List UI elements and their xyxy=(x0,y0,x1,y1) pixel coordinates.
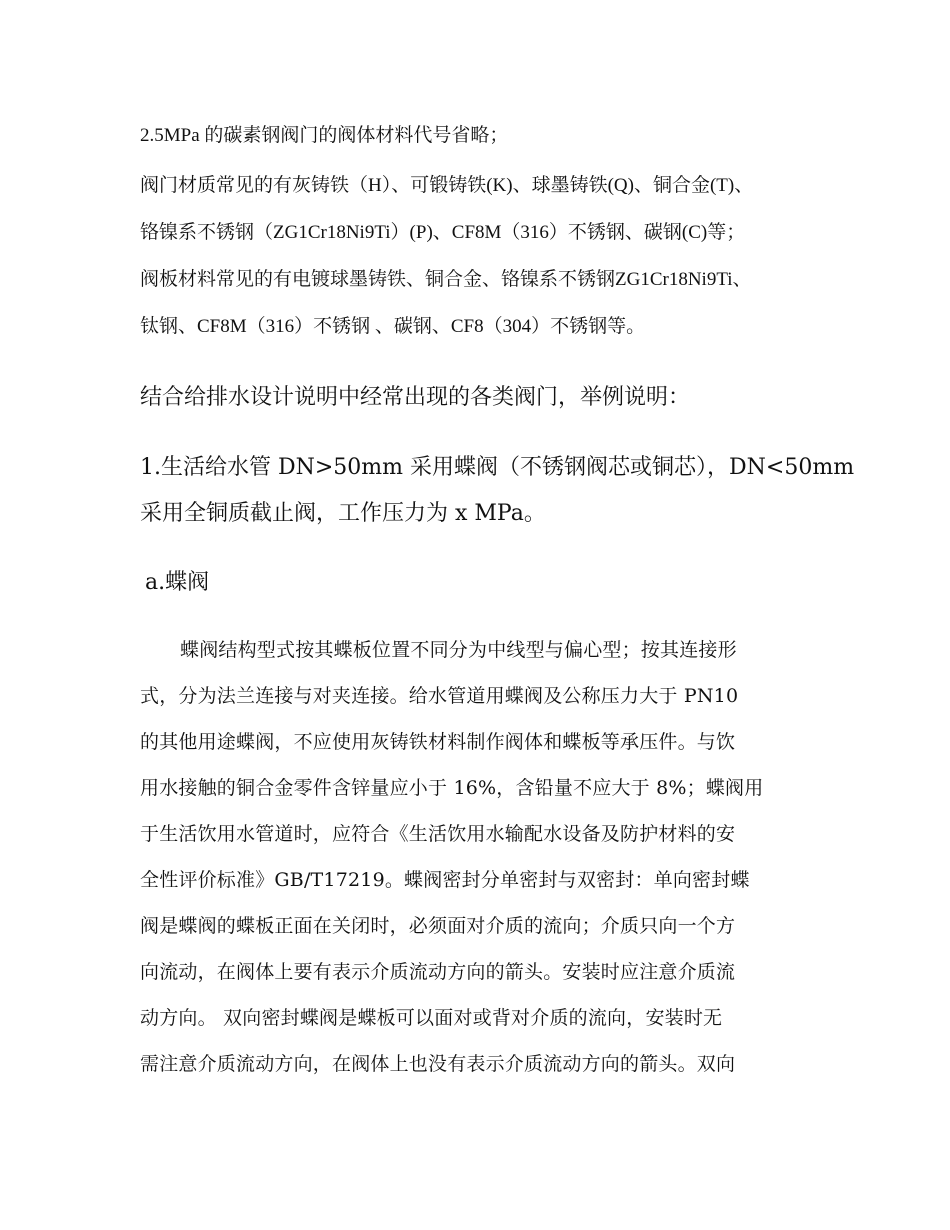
intro-line-4: 阀板材料常见的有电镀球墨铸铁、铜合金、铬镍系不锈钢ZG1Cr18Ni9Ti、 xyxy=(140,269,752,290)
item1-line-1: 1.生活给水管 DN>50mm 采用蝶阀（不锈钢阀芯或铜芯），DN<50mm xyxy=(140,455,855,480)
intro-line-3: 铬镍系不锈钢（ZG1Cr18Ni9Ti）(P)、CF8M（316）不锈钢、碳钢(C)等； xyxy=(140,222,746,243)
item1-line-2: 采用全铜质截止阀，工作压力为 x MPa。 xyxy=(140,501,546,526)
paragraph-line-5: 于生活饮用水管道时，应符合《生活饮用水输配水设备及防护材料的安 xyxy=(140,823,736,845)
paragraph-line-1: 蝶阀结构型式按其蝶板位置不同分为中线型与偏心型；按其连接形 xyxy=(180,639,737,661)
paragraph-line-6: 全性评价标准》GB/T17219。蝶阀密封分单密封与双密封：单向密封蝶 xyxy=(140,869,750,891)
paragraph-line-8: 向流动，在阀体上要有表示介质流动方向的箭头。安装时应注意介质流 xyxy=(140,961,736,983)
paragraph-line-7: 阀是蝶阀的蝶板正面在关闭时，必须面对介质的流向；介质只向一个方 xyxy=(140,915,736,937)
subheading-butterfly-valve: a.蝶阀 xyxy=(145,570,210,595)
paragraph-line-3: 的其他用途蝶阀，不应使用灰铸铁材料制作阀体和蝶板等承压件。与饮 xyxy=(140,731,736,753)
paragraph-line-10: 需注意介质流动方向，在阀体上也没有表示介质流动方向的箭头。双向 xyxy=(140,1053,736,1075)
paragraph-line-9: 动方向。 双向密封蝶阀是蝶板可以面对或背对介质的流向，安装时无 xyxy=(140,1007,723,1029)
paragraph-line-2: 式，分为法兰连接与对夹连接。给水管道用蝶阀及公称压力大于 PN10 xyxy=(140,685,739,707)
intro-line-5: 钛钢、CF8M（316）不锈钢 、碳钢、CF8（304）不锈钢等。 xyxy=(140,316,646,337)
paragraph-line-4: 用水接触的铜合金零件含锌量应小于 16%，含铅量不应大于 8%；蝶阀用 xyxy=(140,777,764,799)
section-heading: 结合给排水设计说明中经常出现的各类阀门，举例说明： xyxy=(140,385,691,410)
intro-line-2: 阀门材质常见的有灰铸铁（H）、可锻铸铁(K)、球墨铸铁(Q)、铜合金(T)、 xyxy=(140,175,754,196)
intro-line-1: 2.5MPa 的碳素钢阀门的阀体材料代号省略； xyxy=(140,125,509,146)
